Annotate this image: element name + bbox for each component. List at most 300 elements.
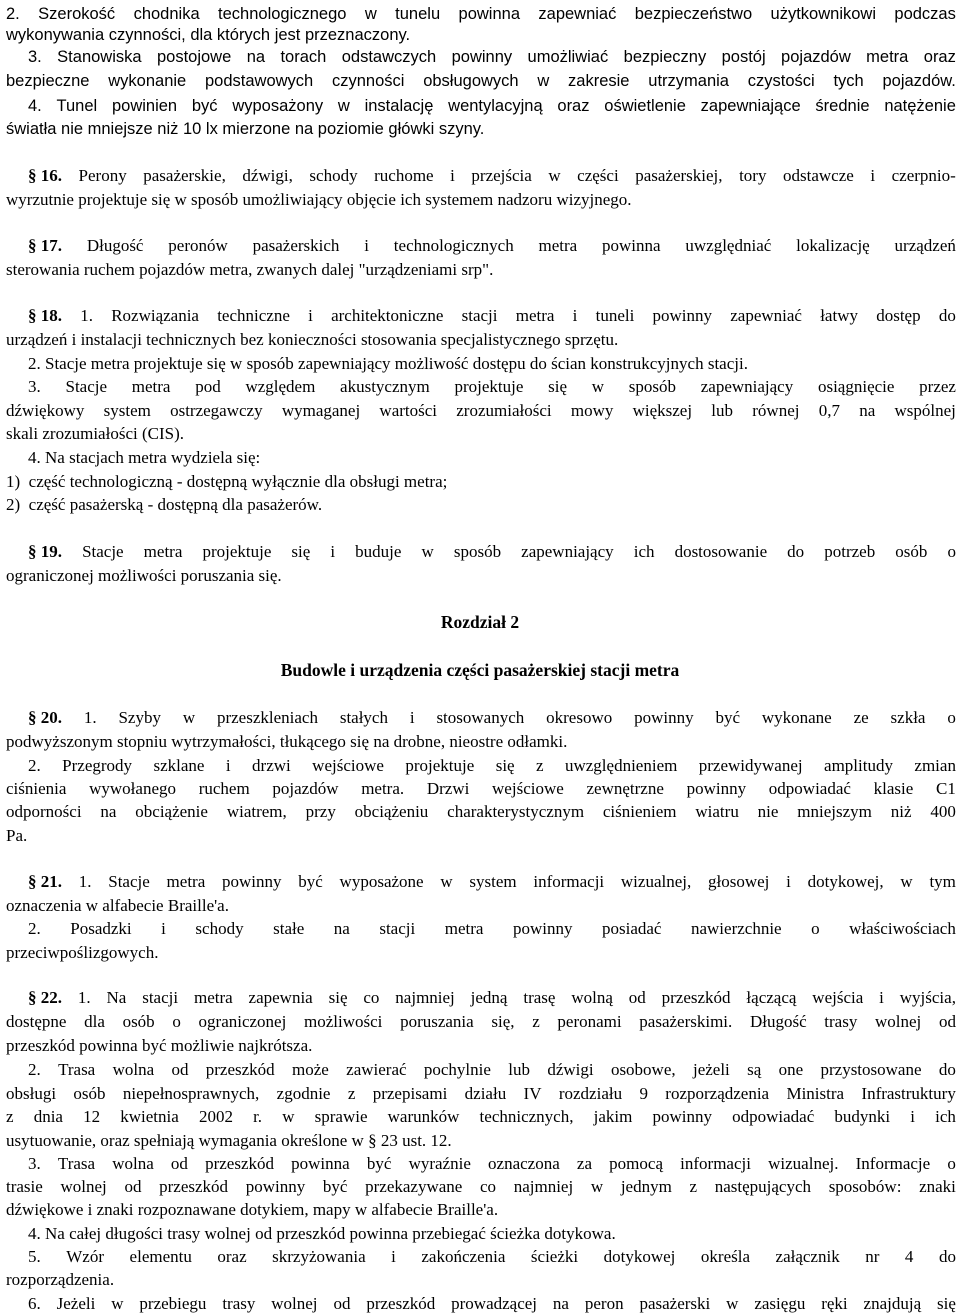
text-line [6, 1035, 312, 1057]
word: następujących [714, 1177, 812, 1196]
word: architektoniczne [331, 306, 444, 325]
word: kwietnia [120, 1107, 179, 1126]
text-line [28, 305, 956, 327]
word: dźwigi, [242, 166, 293, 185]
text-line [6, 1106, 956, 1128]
word: sposobów: [828, 1177, 902, 1196]
line-text: wyrzutnie projektuje się w sposób umożliwiający objęcie ich systemem nadzoru wizyjnego. [6, 190, 632, 209]
word: tuneli [595, 306, 635, 325]
text-line [6, 942, 158, 964]
word: odstawcze [783, 166, 854, 185]
word: 0,7 [818, 401, 840, 420]
word: wiatrem, [226, 802, 287, 821]
word: i [450, 166, 455, 185]
word: czystości [747, 72, 815, 90]
word: mniejszym [797, 802, 872, 821]
word: stosowanych [436, 708, 525, 727]
section-number: § 16. [28, 166, 62, 185]
word: dotykowej, [807, 872, 884, 891]
word: z [347, 1084, 356, 1103]
word: wymaganej [281, 401, 361, 420]
word: zapewniać [730, 306, 802, 325]
word: z [6, 1107, 14, 1126]
word: Trasa [57, 1154, 96, 1173]
word: drzwi [252, 756, 291, 775]
word: one [778, 1060, 804, 1079]
text-line [28, 1223, 616, 1245]
word: amplitudy [824, 756, 893, 775]
line-text: światła nie mniejsze niż 10 lx mierzone na poziomie główki szyny. [6, 120, 485, 138]
word: Stanowiska [57, 48, 142, 66]
word: przy [305, 802, 336, 821]
word: od [170, 1154, 188, 1173]
word: 2. [28, 756, 41, 775]
word: IV [523, 1084, 542, 1103]
word: buduje [355, 542, 402, 561]
word: oświetlenie [604, 97, 686, 115]
word: technologicznego [218, 5, 347, 23]
word: zewnętrzne [586, 779, 664, 798]
word: 4. [28, 97, 42, 115]
word: wykonanie [108, 72, 187, 90]
word: przewidywanej [698, 756, 803, 775]
word: wspólnej [894, 401, 956, 420]
word: zapewnia [248, 988, 313, 1007]
word: obciążenie [135, 802, 208, 821]
word: trasy [222, 1294, 256, 1313]
line-text: 1) część technologiczną - dostępną wyłącznie dla obsługi metra; [6, 472, 448, 491]
word: od [938, 1012, 956, 1031]
word: metra [538, 236, 578, 255]
text-line [28, 376, 956, 398]
text-line [6, 825, 27, 847]
word: Stacje [108, 872, 150, 891]
word: przeszkód [661, 988, 731, 1007]
word: przebiegu [139, 1294, 207, 1313]
word: być [715, 708, 740, 727]
word: szkła [890, 708, 926, 727]
word: Posadzki [70, 919, 132, 938]
word: oraz [923, 48, 956, 66]
word: oznaczona [488, 1154, 560, 1173]
word: głosowej [708, 872, 770, 891]
word: w [590, 1177, 604, 1196]
word: zapewniać [538, 5, 617, 23]
line-text: skali zrozumiałości (CIS). [6, 424, 184, 443]
word: się [291, 542, 311, 561]
word: r. [253, 1107, 263, 1126]
word: Drzwi [426, 779, 470, 798]
word: 2. [6, 5, 20, 23]
word: o [947, 1154, 956, 1173]
word: system [103, 401, 151, 420]
text-line [6, 778, 956, 800]
word: przeszkód [159, 1177, 229, 1196]
word: zapewniające [700, 97, 801, 115]
word: się [328, 988, 348, 1007]
word: pochylnie [423, 1060, 491, 1079]
word: Na [106, 988, 127, 1007]
text-line [28, 541, 956, 563]
word: przekazywane [365, 1177, 463, 1196]
word: sposób [628, 377, 676, 396]
word: umożliwiać [527, 48, 609, 66]
word: osób [122, 1012, 155, 1031]
word: wentylacyjną [448, 97, 543, 115]
word: nie [757, 802, 779, 821]
word: bezpieczeństwo [634, 5, 753, 23]
word: i [364, 236, 369, 255]
text-line [6, 400, 956, 422]
word: powinny [245, 1177, 306, 1196]
word: czynności [331, 72, 405, 90]
line-text: wykonywania czynności, dla których jest przeznaczony. [6, 26, 411, 44]
word: się [495, 756, 515, 775]
word: niż [890, 802, 912, 821]
word: osobowe, [610, 1060, 676, 1079]
word: pasażerski [639, 1294, 711, 1313]
word: Szyby [118, 708, 161, 727]
word: 2. [28, 919, 41, 938]
word: akustycznym [340, 377, 430, 396]
word: zakończenia [421, 1247, 506, 1266]
word: i [409, 708, 415, 727]
word: 1. [80, 306, 93, 325]
text-line [6, 731, 567, 753]
word: do [787, 542, 805, 561]
line-text: Pa. [6, 826, 28, 845]
word: oraz [217, 1247, 247, 1266]
word: w [726, 1294, 739, 1313]
word: w [537, 72, 550, 90]
word: Wzór [66, 1247, 105, 1266]
line-text: 2. Stacje metra projektuje się w sposób zapewniający możliwość dostępu do ścian konstrukcyjnych stacji. [28, 354, 748, 373]
word: o [947, 542, 956, 561]
word: znajdują [863, 1294, 922, 1313]
line-text: urządzeń i instalacji technicznych bez konieczności stosowania specjalistycznego sprzętu. [6, 330, 619, 349]
word: użytkownikowi [770, 5, 877, 23]
line-text: przeszkód powinna być możliwie najkrótsza. [6, 1036, 313, 1055]
word: Trasa [58, 1060, 96, 1079]
word: peron [584, 1294, 624, 1313]
word: 3. [28, 377, 41, 396]
word: znaki [919, 1177, 956, 1196]
section-number: § 22. [28, 988, 62, 1007]
word: przystosowane [820, 1060, 922, 1079]
word: jakim [593, 1107, 633, 1126]
word: tory [739, 166, 767, 185]
word: na [333, 919, 350, 938]
word: technologicznych [393, 236, 514, 255]
text-line [6, 1199, 498, 1221]
word: na [552, 1294, 569, 1313]
word: ciśnienia [6, 779, 67, 798]
word: za [576, 1154, 593, 1173]
word: podstawowych [204, 72, 314, 90]
chapter-heading [0, 611, 960, 633]
word: ruchem [198, 779, 250, 798]
word: wizualnej, [620, 872, 692, 891]
word: 3. [28, 1154, 41, 1173]
word: dnia [33, 1107, 63, 1126]
word: wizualnej. [768, 1154, 839, 1173]
word: charakterystycznym [447, 802, 585, 821]
word: oraz [557, 97, 590, 115]
word: Jeżeli [56, 1294, 96, 1313]
word: względem [245, 377, 316, 396]
word: do [938, 1060, 956, 1079]
word: jedną [470, 988, 508, 1007]
word: obciążeniu [354, 802, 429, 821]
word: pasażerskiej, [635, 166, 723, 185]
word: niepełnosprawnych, [122, 1084, 260, 1103]
text-line [6, 3, 956, 25]
text-line [6, 801, 956, 823]
text-line [28, 755, 956, 777]
word: 1. [77, 988, 91, 1007]
section-number: § 19. [28, 542, 62, 561]
word: stacji [379, 919, 416, 938]
word: obsługi [6, 1084, 57, 1103]
text-line [28, 165, 956, 187]
word: pasażerskich [252, 236, 340, 255]
word: są [747, 1060, 762, 1079]
text-line [28, 1293, 956, 1315]
line-text: 4. Na stacjach metra wydziela się: [28, 448, 261, 467]
word: ciśnieniem [602, 802, 677, 821]
word: czerpnio- [891, 166, 956, 185]
word: metra [131, 377, 171, 396]
word: metra [166, 872, 206, 891]
word: powinny [634, 708, 694, 727]
text-line [6, 1083, 956, 1105]
word: Stacje [82, 542, 124, 561]
word: utrzymania [648, 72, 729, 90]
word: osób [73, 1084, 106, 1103]
word: 5. [28, 1247, 41, 1266]
word: w [111, 1294, 124, 1313]
text-line [6, 895, 229, 917]
word: większej [632, 401, 693, 420]
word: wejścia [812, 988, 864, 1007]
word: zmian [914, 756, 956, 775]
word: co [480, 1177, 497, 1196]
word: wolna [112, 1154, 154, 1173]
word: trasy [824, 1012, 858, 1031]
word: mowy [570, 401, 614, 420]
word: 1. [78, 872, 92, 891]
word: skrzyżowania [272, 1247, 366, 1266]
word: dostęp [876, 306, 921, 325]
word: powinny [222, 872, 282, 891]
line-text: dźwiękowe i znaki rozpoznawane dotykiem, mapy w alfabecie Braille'a. [6, 1200, 499, 1219]
word: w [337, 97, 350, 115]
word: 1. [83, 708, 97, 727]
word: Długość [749, 1012, 807, 1031]
word: na [246, 48, 266, 66]
word: przez [919, 377, 956, 396]
word: wolnej [271, 1294, 318, 1313]
word: w [364, 5, 377, 23]
word: chodnika [133, 5, 200, 23]
word: metra. [361, 779, 405, 798]
word: pojazdów [781, 48, 851, 66]
word: i [572, 306, 578, 325]
word: najmniej [513, 1177, 574, 1196]
word: ruchome [374, 166, 434, 185]
text-line [6, 329, 618, 351]
word: uwzględnieniem [564, 756, 678, 775]
word: dla [84, 1012, 105, 1031]
word: techniczne [217, 306, 290, 325]
word: powinny [451, 48, 513, 66]
word: powinna [458, 5, 520, 23]
line-text: oznaczenia w alfabecie Braille'a. [6, 896, 229, 915]
word: wiatru [695, 802, 739, 821]
word: 400 [930, 802, 956, 821]
word: w [282, 1107, 295, 1126]
word: w [182, 708, 196, 727]
word: tych [833, 72, 864, 90]
word: elementu [129, 1247, 192, 1266]
word: zgodnie [276, 1084, 331, 1103]
word: peronów [168, 236, 228, 255]
word: od [171, 1060, 189, 1079]
word: załącznik [775, 1247, 840, 1266]
word: Szerokość [38, 5, 116, 23]
word: wyposażone [339, 872, 424, 891]
word: średnie [815, 97, 870, 115]
word: natężenie [884, 97, 956, 115]
word: peronami [557, 1012, 622, 1031]
word: w [421, 542, 434, 561]
word: odstawczych [341, 48, 437, 66]
word: do [938, 306, 956, 325]
word: Długość [86, 236, 144, 255]
word: lub [508, 1060, 530, 1079]
word: wyposażony [232, 97, 324, 115]
word: powinny [686, 779, 747, 798]
word: potrzeb [824, 542, 876, 561]
text-line [28, 871, 956, 893]
word: dźwiękowy [6, 401, 85, 420]
word: szklane [153, 756, 205, 775]
word: 2002 [198, 1107, 233, 1126]
word: pojazdów [272, 779, 339, 798]
word: tym [929, 872, 956, 891]
word: schody [309, 166, 358, 185]
word: zasięgu [754, 1294, 806, 1313]
word: torach [280, 48, 327, 66]
text-line [28, 707, 956, 729]
word: od [124, 1177, 142, 1196]
text-line [6, 1269, 114, 1291]
word: Ministra [786, 1084, 845, 1103]
word: się [937, 1294, 956, 1313]
word: odpowiadać [768, 779, 851, 798]
word: osób [895, 542, 928, 561]
word: ręki [821, 1294, 848, 1313]
word: 12 [83, 1107, 101, 1126]
word: w [440, 872, 453, 891]
word: 2. [28, 1060, 41, 1079]
text-line [6, 471, 447, 493]
text-line [6, 1176, 956, 1198]
word: rozporządzenia [665, 1084, 770, 1103]
word: postój [721, 48, 766, 66]
text-line [28, 1059, 956, 1081]
word: metra [515, 306, 555, 325]
word: odpowiadać [732, 1107, 815, 1126]
word: i [391, 1247, 396, 1266]
line-text: Rozdział 2 [440, 612, 520, 632]
word: ograniczonej [198, 1012, 287, 1031]
word: stacji [461, 306, 498, 325]
word: przeszkód [205, 1154, 274, 1173]
word: powinny [652, 1107, 712, 1126]
word: właściwościach [849, 919, 956, 938]
word: projektuje [405, 756, 475, 775]
text-line [28, 1246, 956, 1268]
word: stacji [142, 988, 179, 1007]
word: zapewniający [521, 542, 614, 561]
word: sposób [453, 542, 502, 561]
word: lokalizację [796, 236, 870, 255]
text-line [6, 24, 410, 46]
word: i [161, 919, 166, 938]
text-line [28, 918, 956, 940]
section-number: § 18. [28, 306, 62, 325]
word: jednym [620, 1177, 672, 1196]
word: określa [700, 1247, 751, 1266]
word: pasażerskie, [143, 166, 226, 185]
word: od [628, 988, 646, 1007]
text-line [28, 987, 956, 1009]
word: poruszania [400, 1012, 474, 1031]
word: być [322, 1177, 348, 1196]
word: zapewniający [700, 377, 794, 396]
text-line [28, 447, 260, 469]
text-line [6, 565, 282, 587]
word: powinna [602, 236, 661, 255]
text-line [28, 46, 956, 68]
text-line [28, 95, 956, 117]
word: Przegrody [62, 756, 133, 775]
word: wywołanego [89, 779, 176, 798]
word: wartości [379, 401, 438, 420]
word: obsługowych [423, 72, 519, 90]
word: od [333, 1294, 351, 1313]
word: 6. [28, 1294, 41, 1313]
word: Infrastruktury [861, 1084, 956, 1103]
word: uwzględniać [685, 236, 772, 255]
section-number: § 20. [28, 708, 62, 727]
word: stałe [273, 919, 305, 938]
word: równej [752, 401, 800, 420]
word: o [811, 919, 820, 938]
word: C1 [936, 779, 956, 798]
word: osiągnięcie [817, 377, 895, 396]
word: wykonane [761, 708, 832, 727]
word: Rozwiązania [111, 306, 199, 325]
word: przeszkleniach [216, 708, 318, 727]
word: wejściowe [312, 756, 384, 775]
word: Tunel [56, 97, 98, 115]
text-line [6, 423, 184, 445]
word: lub [711, 401, 734, 420]
word: tunelu [395, 5, 441, 23]
word: być [298, 872, 323, 891]
